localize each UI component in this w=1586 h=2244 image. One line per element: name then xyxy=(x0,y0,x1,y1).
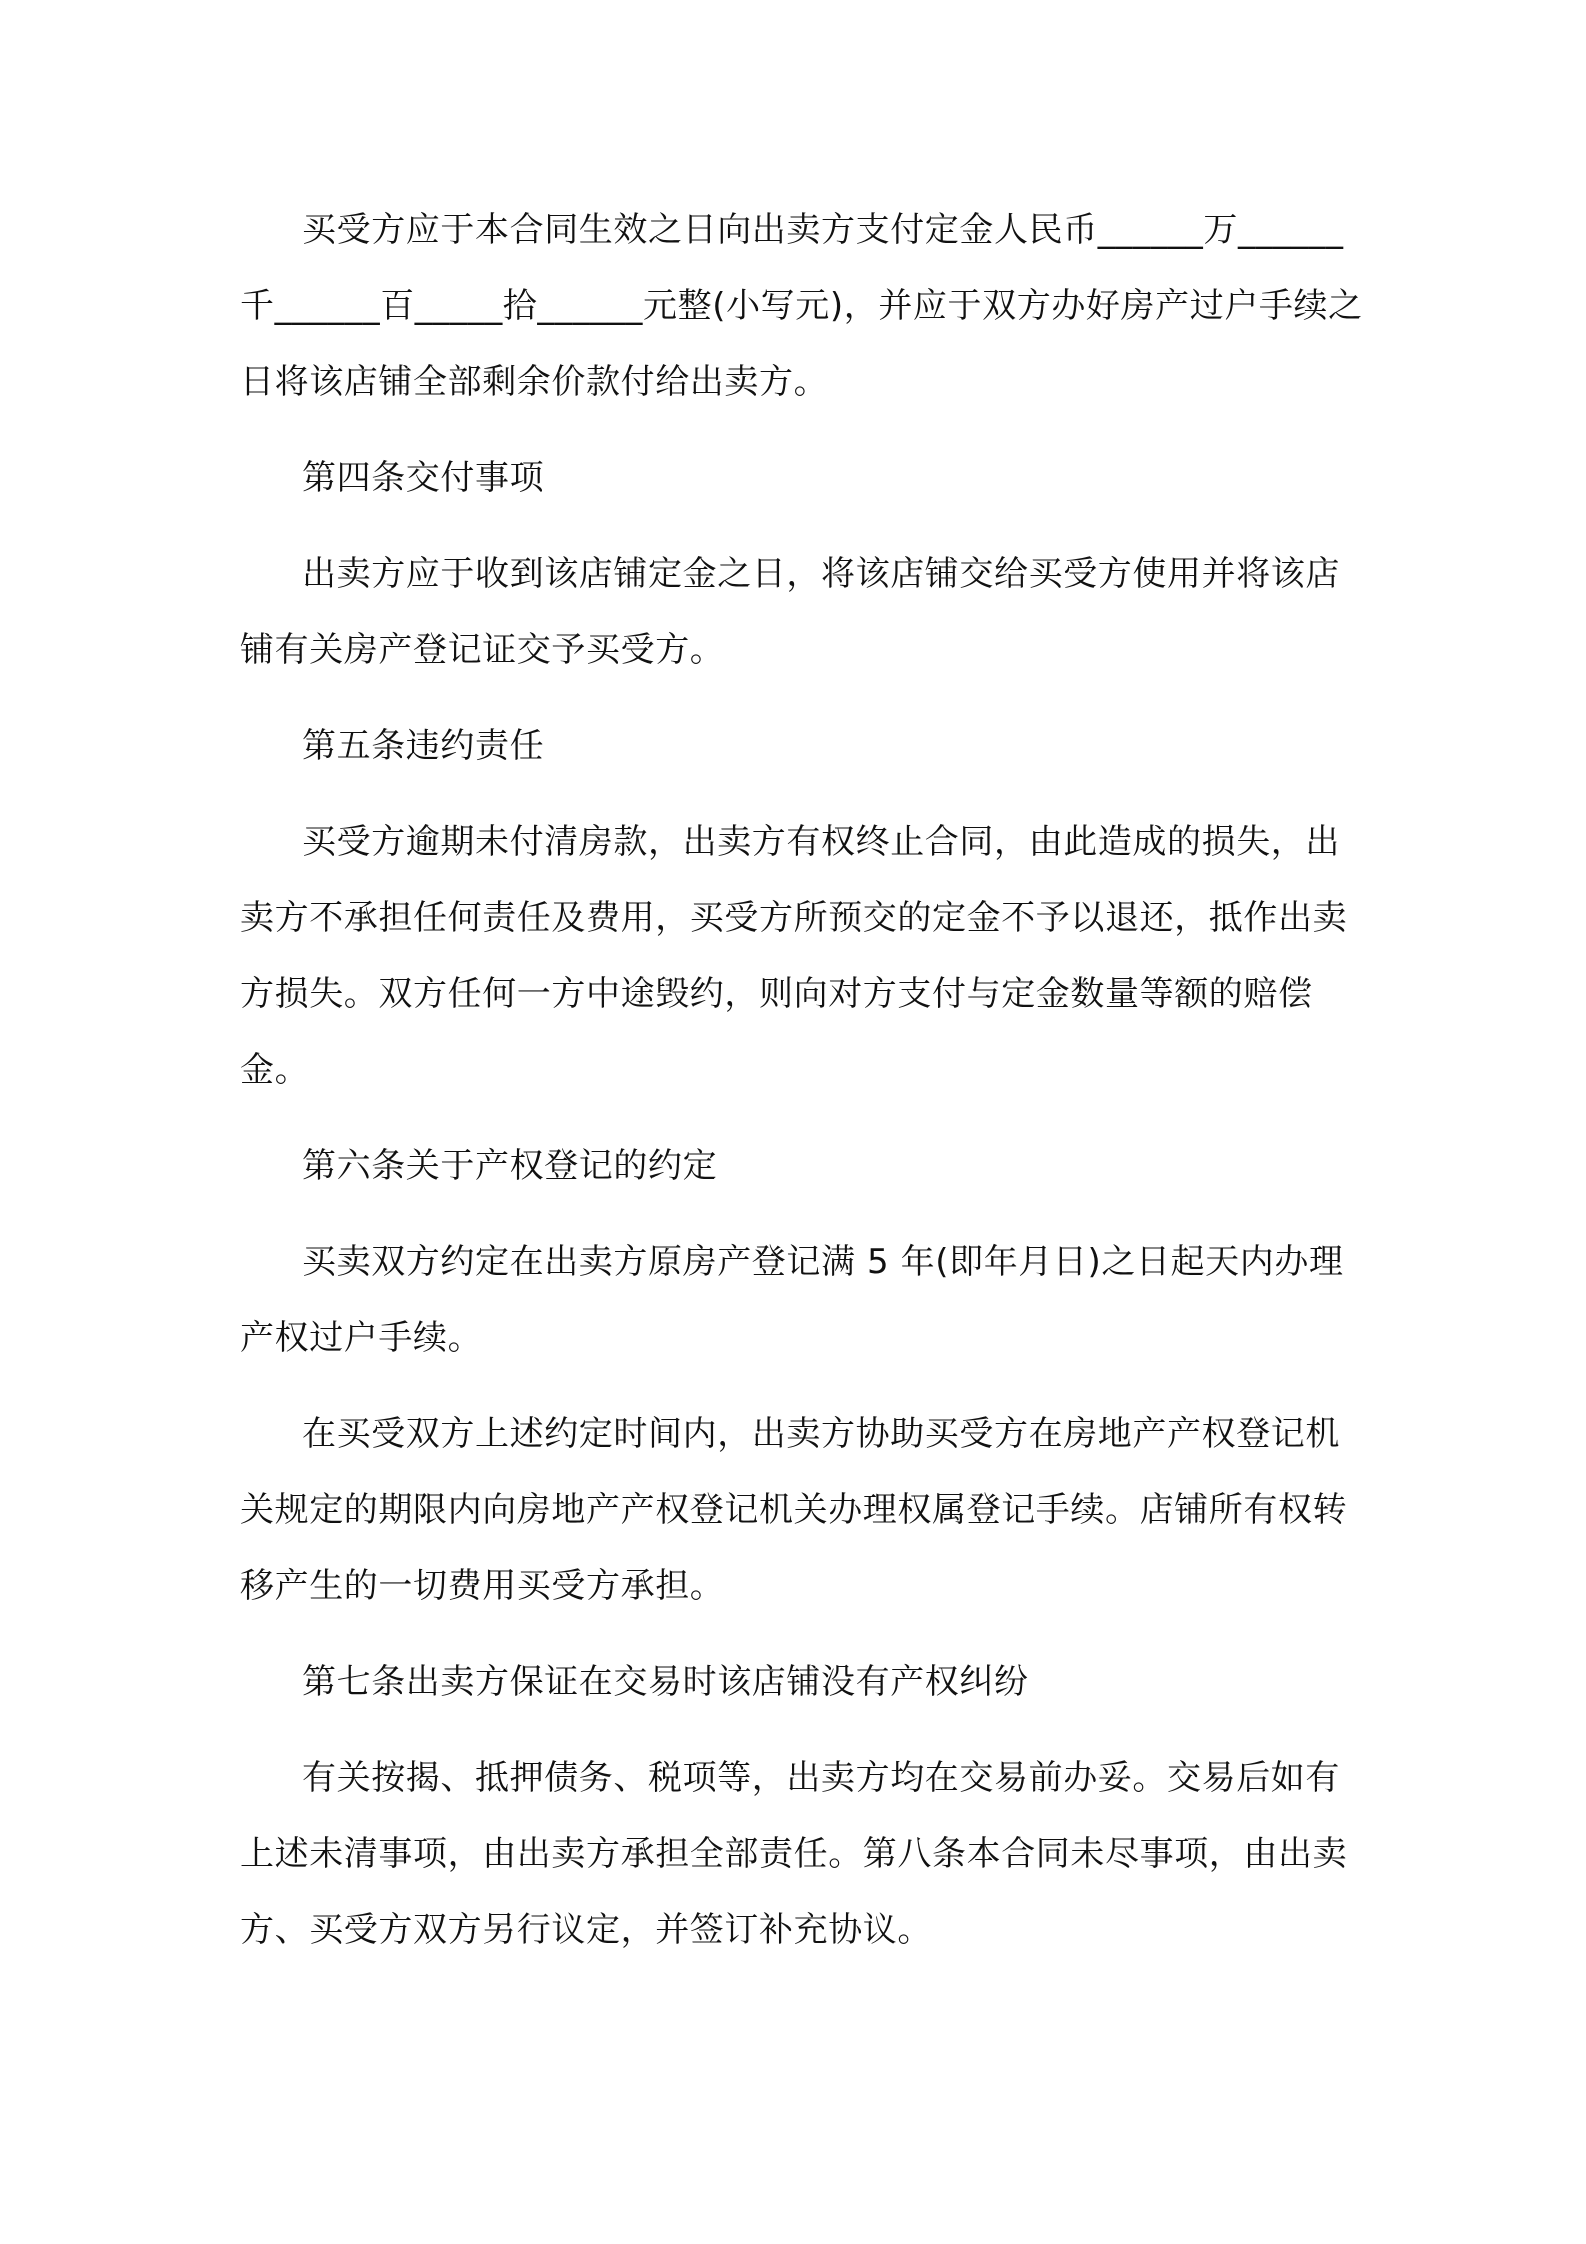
paragraph-breach: 买受方逾期未付清房款，出卖方有权终止合同，由此造成的损失，出卖方不承担任何责任及费用，买受方所预交的定金不予以退还，抵作出卖方损失。双方任何一方中途毁约，则向对方支付与定金数量等额的赔偿金。 xyxy=(240,822,1348,1090)
heading-article-7-seller-guarantee: 第七条出卖方保证在交易时该店铺没有产权纠纷 xyxy=(302,1662,1029,1702)
heading-article-5-breach: 第五条违约责任 xyxy=(302,726,545,766)
heading-article-6-title-registration: 第六条关于产权登记的约定 xyxy=(302,1146,718,1186)
heading-article-4-delivery: 第四条交付事项 xyxy=(302,458,545,498)
paragraph-registration-assistance: 在买受双方上述约定时间内，出卖方协助买受方在房地产产权登记机关规定的期限内向房地产产权登记机关办理权属登记手续。店铺所有权转移产生的一切费用买受方承担。 xyxy=(240,1414,1348,1606)
paragraph-seller-guarantee: 有关按揭、抵押债务、税项等，出卖方均在交易前办妥。交易后如有上述未清事项，由出卖方承担全部责任。第八条本合同未尽事项，由出卖方、买受方双方另行议定，并签订补充协议。 xyxy=(240,1758,1348,1950)
paragraph-deposit-payment: 买受方应于本合同生效之日向出卖方支付定金人民币______万______千______百_____拾______元整(小写元)，并应于双方办好房产过户手续之日将该店铺全部剩余价款付给出卖方。 xyxy=(240,210,1363,402)
paragraph-registration-agreement: 买卖双方约定在出卖方原房产登记满 5 年(即年月日)之日起天内办理产权过户手续。 xyxy=(240,1242,1344,1358)
document-body xyxy=(240,192,1370,1968)
paragraph-delivery: 出卖方应于收到该店铺定金之日，将该店铺交给买受方使用并将该店铺有关房产登记证交予买受方。 xyxy=(240,554,1340,670)
